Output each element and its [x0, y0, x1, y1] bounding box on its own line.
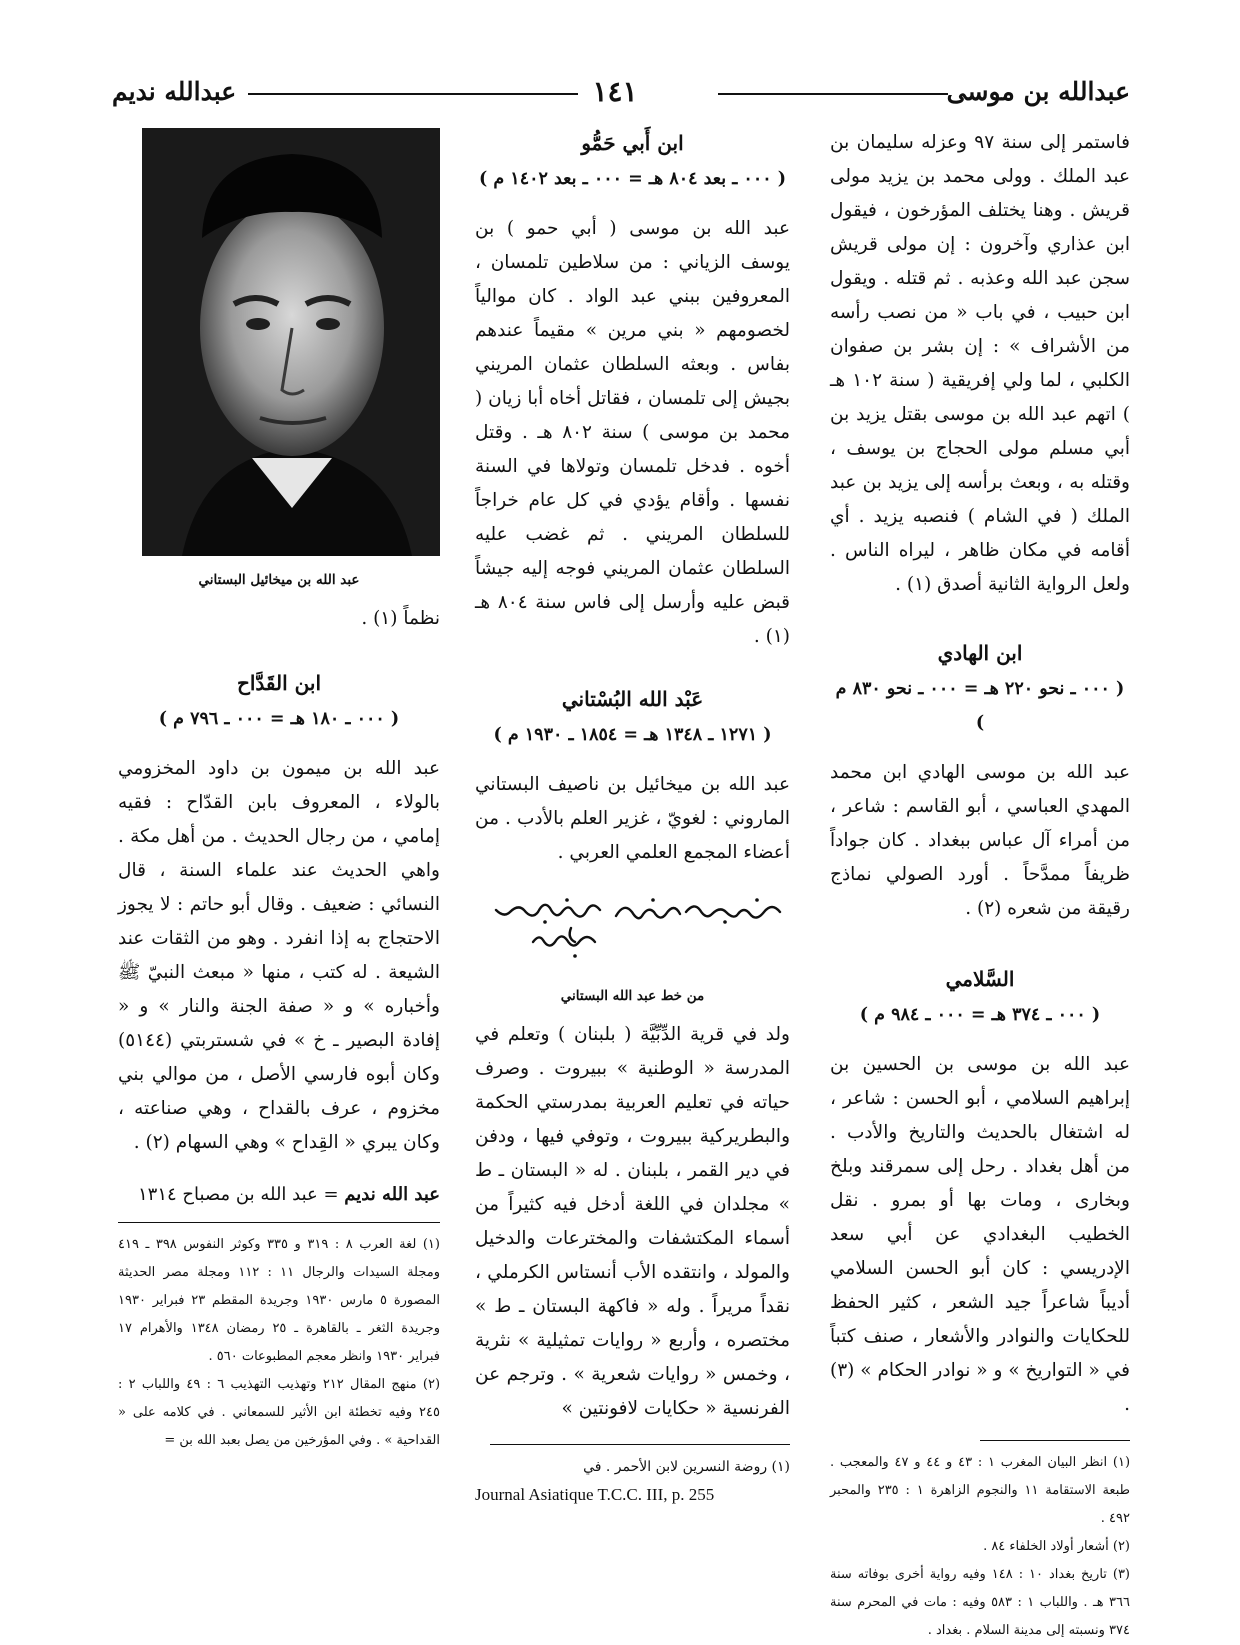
cross-reference-name: عبد الله نديم [344, 1184, 440, 1205]
footnote-rule [980, 1440, 1130, 1441]
header-entry-left: عبدالله نديم [112, 77, 237, 106]
entry-dates-salami: ( ٠٠٠ ـ ٣٧٤ هـ = ٠٠٠ ـ ٩٨٤ م ) [859, 1005, 1101, 1025]
entry-body-ibn-alhadi: عبد الله بن موسى الهادي ابن محمد المهدي العباسي ، أبو القاسم : شاعر ، من أمراء آل عباس ببغداد . كان جواداً ظريفاً ممدَّحاً . أورد الصولي نماذج رقيقة من شعره (٢) . [830, 762, 1130, 919]
header-rule-right [718, 93, 948, 95]
handwriting-sample-image [475, 892, 790, 966]
entry-body-bustani: ولد في قرية الدِّبِّيَّة ( بلبنان ) وتعلم في المدرسة « الوطنية » ببيروت . وصرف حياته في تعليم العربية بمدرستي الحكمة والبطريركية ببيروت ، وتوفي فيها ، ودفن في دير القمر ، بلبنان . له « البستان ـ ط » مجلدان في اللغة أدخل فيه كثيراً من أسماء المكتشفات والمخترعات والدخيل والمولد ، وانتقده الأب أنستاس الكرملي ، نقداً مريراً . وله « فاكهة البستان ـ ط » مختصره ، وأربع « روايات تمثيلية » نثرية ، وخمس « روايات شعرية » . وترجم عن الفرنسية « حكايات لافونتين » [475, 1024, 790, 1419]
entry-dates-bustani: ( ١٢٧١ ـ ١٣٤٨ هـ = ١٨٥٤ ـ ١٩٣٠ م ) [493, 725, 772, 745]
handwriting-caption: من خط عبد الله البستاني [560, 988, 705, 1004]
cross-reference-target: = عبد الله بن مصباح ١٣١٤ [138, 1184, 345, 1205]
header-rule-left [248, 93, 578, 95]
entry-body-salami: عبد الله بن موسى بن الحسين بن إبراهيم السلامي ، أبو الحسن : شاعر ، له اشتغال بالحديث والتاريخ والأدب . من أهل بغداد . رحل إلى سمرقند وبلخ وبخارى ، ومات بها أو بمرو . نقل الخطيب البغدادي عن أبي سعد الإدريسي : كان أبو الحسن السلامي أديباً شاعراً جيد الشعر ، كثير الحفظ للحكايات والنوادر والأشعار ، صنف كتباً في « التواريخ » و « نوادر الحكام » (٣) . [830, 1054, 1130, 1415]
entry-intro-bustani: عبد الله بن ميخائيل بن ناصيف البستاني الماروني : لغويّ ، غزير العلم بالأدب . من أعضاء المجمع العلمي العربي . [475, 774, 790, 863]
footnote-2: (٢) منهج المقال ٢١٢ وتهذيب التهذيب ٦ : ٤٩ واللباب ٢ : ٢٤٥ وفيه تخطئة ابن الأثير للسمعاني . في كلامه على « القداحية » . وفي المؤرخين من يصل بعبد الله بن = [118, 1377, 441, 1448]
entry-dates-ibn-alhadi: ( ٠٠٠ ـ نحو ٢٢٠ هـ = ٠٠٠ ـ نحو ٨٣٠ م ) [835, 679, 1125, 733]
footnote-1-latin: Journal Asiatique T.C.C. III, p. 255 [475, 1485, 715, 1504]
portrait-caption: عبد الله بن ميخائيل البستاني [198, 572, 360, 588]
entry-title-ibn-alqaddah: ابن القَدَّاح [236, 671, 322, 695]
entry-dates-ibn-abi-hammu: ( ٠٠٠ ـ بعد ٨٠٤ هـ = ٠٠٠ ـ بعد ١٤٠٢ م ) [478, 169, 786, 189]
footnote-1-arabic: (١) روضة النسرين لابن الأحمر . في [583, 1459, 790, 1475]
entry-title-salami: السَّلامي [945, 967, 1015, 991]
footnote-rule [490, 1444, 790, 1445]
header-entry-right: عبدالله بن موسى [946, 77, 1130, 106]
entry-body-ibn-abi-hammu: عبد الله بن موسى ( أبي حمو ) بن يوسف الزياني : من سلاطين تلمسان ، المعروفين ببني عبد الواد . كان موالياً لخصومهم « بني مرين » مقيماً عندهم بفاس . وبعثه السلطان عثمان المريني بجيش إلى تلمسان ، فقاتل أخاه أبا زيان ( محمد بن موسى ) سنة ٨٠٢ هـ . وقتل أخوه . فدخل تلمسان وتولاها في السنة نفسها . وأقام يؤدي في كل عام خراجاً للسلطان المريني . ثم غضب عليه السلطان عثمان المريني فوجه إليه جيشاً قبض عليه وأرسل إلى فاس سنة ٨٠٤ هـ (١) . [475, 218, 791, 647]
entry-title-ibn-abi-hammu: ابن أَبي حَمُّو [581, 131, 684, 155]
footnote-2: (٢) أشعار أولاد الخلفاء ٨٤ . [983, 1539, 1130, 1554]
footnote-1: (١) انظر البيان المغرب ١ : ٤٣ و ٤٤ و ٤٧ والمعجب . طبعة الاستقامة ١١ والنجوم الزاهرة ١ : ٢٣٥ والمحبر ٤٩٢ . [830, 1455, 1131, 1526]
cross-reference [118, 1178, 440, 1212]
footnote-1: (١) لغة العرب ٨ : ٣١٩ و ٣٣٥ وكوثر النفوس ٣٩٨ ـ ٤١٩ ومجلة السيدات والرجال ١١ : ١١٢ ومجلة مصر الحديثة المصورة ٥ مارس ١٩٣٠ وجريدة المقطم ٢٣ فبراير ١٩٣٠ وجريدة الثغر ـ بالقاهرة ـ ٢٥ رمضان ١٣٤٨ والأهرام ١٧ فبراير ١٩٣٠ وانظر معجم المطبوعات ٥٦٠ . [118, 1237, 440, 1364]
column-middle [475, 126, 790, 1509]
entry-title-ibn-alhadi: ابن الهادي [937, 641, 1023, 665]
portrait-photo [142, 128, 440, 556]
continued-text: نظماً (١) . [361, 608, 440, 629]
page-number: ١٤١ [592, 75, 638, 108]
footnote-rule [118, 1222, 440, 1223]
entry-title-bustani: عَبْد الله البُسْتاني [561, 687, 704, 711]
continued-paragraph: فاستمر إلى سنة ٩٧ وعزله سليمان بن عبد الملك . وولى محمد بن يزيد مولى قريش . وهنا يختلف المؤرخون ، فيقول ابن عذاري وآخرون : إن مولى قريش سجن عبد الله وعذبه . ثم قتله . ويقول ابن حبيب ، في باب « من نصب رأسه من الأشراف » : إن بشر بن صفوان الكلبي ، لما ولي إفريقية ( سنة ١٠٢ هـ ) اتهم عبد الله بن موسى بقتل يزيد بن أبي مسلم مولى الحجاج بن يوسف ، وقتله به ، وبعث برأسه إلى يزيد بن عبد الملك ( في الشام ) فنصبه يزيد . أي أقامه في مكان ظاهر ، ليراه الناس . ولعل الرواية الثانية أصدق (١) . [830, 132, 1130, 595]
entry-body-ibn-alqaddah: عبد الله بن ميمون بن داود المخزومي بالولاء ، المعروف بابن القدّاح : فقيه إمامي ، من رجال الحديث . من أهل مكة . واهي الحديث عند علماء السنة ، قال النسائي : ضعيف . وقال أبو حاتم : لا يجوز الاحتجاج به إذا انفرد . وهو من الثقات عند الشيعة . له كتب ، منها « مبعث النبيّ ﷺ وأخباره » و « صفة الجنة والنار » و « إفادة البصير ـ خ » في شستربتي (٥١٤٤) وكان أبوه فارسي الأصل ، من موالي بني مخزوم ، عرف بالقداح ، وهي صناعته ، وكان يبري « القِداح » وهي السهام (٢) . [118, 758, 440, 1153]
footnote-3: (٣) تاريخ بغداد ١٠ : ١٤٨ وفيه رواية أخرى بوفاته سنة ٣٦٦ هـ . واللباب ١ : ٥٨٣ وفيه : مات في المحرم سنة ٣٧٤ ونسبته إلى مدينة السلام . بغداد . [830, 1567, 1130, 1638]
column-right [830, 126, 1130, 1645]
running-header [100, 74, 1130, 110]
entry-dates-ibn-alqaddah: ( ٠٠٠ ـ ١٨٠ هـ = ٠٠٠ ـ ٧٩٦ م ) [158, 709, 400, 729]
column-left [118, 126, 440, 1455]
